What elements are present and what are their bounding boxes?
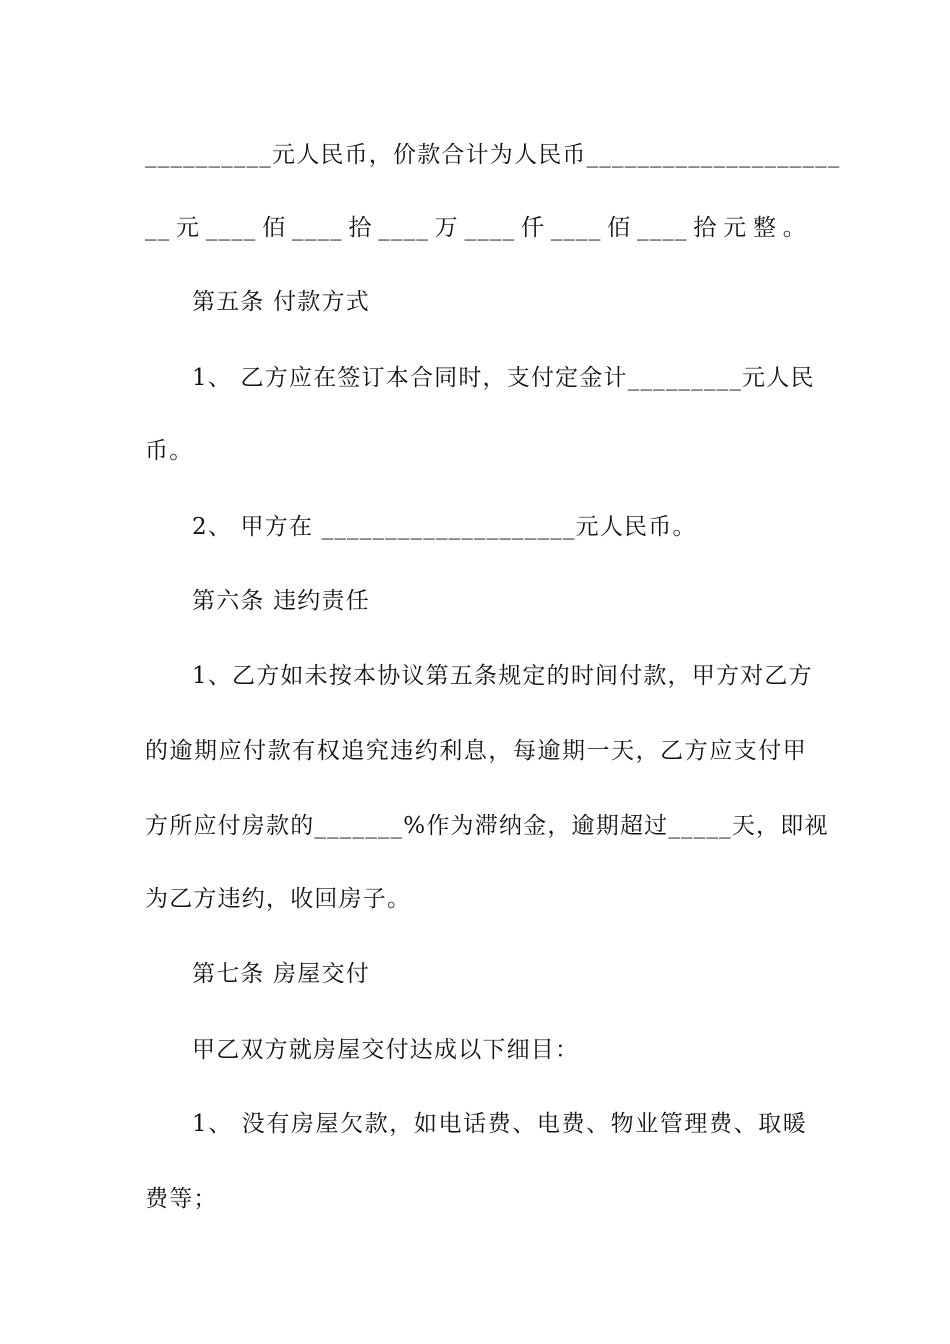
article-6-heading: 第六条 违约责任 xyxy=(192,588,370,614)
article-5-heading: 第五条 付款方式 xyxy=(192,289,370,315)
article-5-item-2: 2、 甲方在 ____________________元人民币。 xyxy=(192,514,697,540)
article-6-item-1-line-3: 方所应付房款的_______%作为滞纳金，逾期超过_____天，即视 xyxy=(145,813,829,839)
article-6-item-1-line-1: 1、乙方如未按本协议第五条规定的时间付款，甲方对乙方 xyxy=(192,663,813,689)
price-total-amount-line: __元____佰____拾____万____仟____佰____拾元整。 xyxy=(145,215,807,241)
article-5-item-1-continuation: 币。 xyxy=(145,438,194,464)
article-7-item-1-continuation: 费等； xyxy=(145,1186,218,1212)
article-7-heading: 第七条 房屋交付 xyxy=(192,961,370,987)
article-7-item-1: 1、 没有房屋欠款，如电话费、电费、物业管理费、取暖 xyxy=(192,1111,807,1137)
price-unit-line: __________元人民币，价款合计为人民币____________________ xyxy=(145,142,841,168)
article-7-intro: 甲乙双方就房屋交付达成以下细目： xyxy=(192,1037,580,1063)
article-6-item-1-line-4: 为乙方违约，收回房子。 xyxy=(145,886,412,912)
article-5-item-1: 1、 乙方应在签订本合同时，支付定金计_________元人民 xyxy=(192,365,815,391)
article-6-item-1-line-2: 的逾期应付款有权追究违约利息，每逾期一天，乙方应支付甲 xyxy=(145,738,807,764)
